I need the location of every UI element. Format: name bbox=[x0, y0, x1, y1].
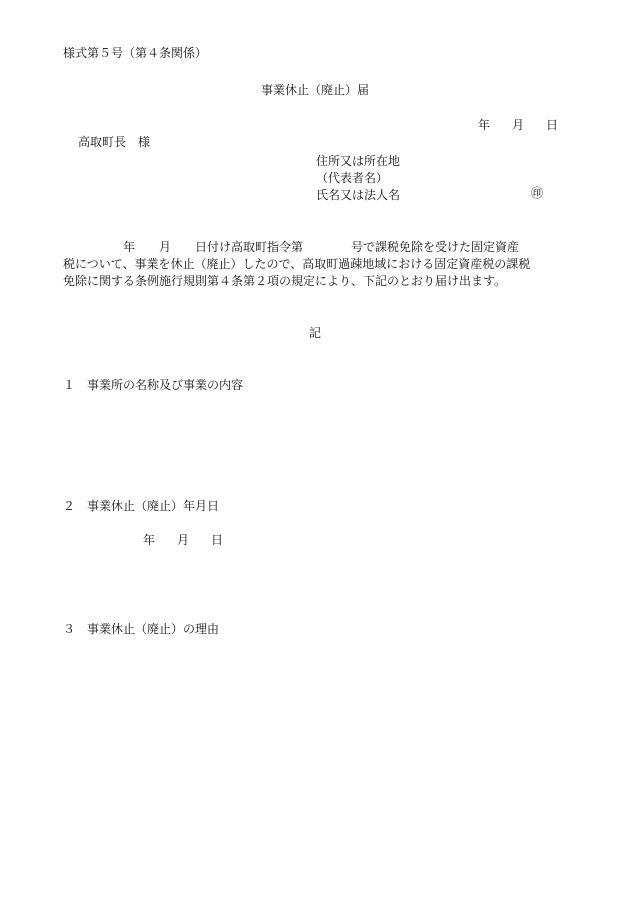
item-3-label: ３ 事業休止（廃止）の理由 bbox=[63, 622, 220, 636]
body-line-2: 税について、事業を休止（廃止）したので、高取町過疎地域における固定資産税の課税 bbox=[63, 257, 531, 271]
item2-month-label: 月 bbox=[177, 533, 190, 547]
item2-day-label: 日 bbox=[211, 533, 224, 547]
seal-mark: ㊞ bbox=[531, 186, 544, 200]
body-line-1: 年 月 日付け高取町指令第 号で課税免除を受けた固定資産 bbox=[63, 240, 520, 254]
representative-label: （代表者名） bbox=[316, 171, 389, 185]
address-label: 住所又は所在地 bbox=[316, 154, 401, 168]
ki-heading: 記 bbox=[308, 326, 321, 340]
item-2-label: ２ 事業休止（廃止）年月日 bbox=[63, 499, 220, 513]
name-label: 氏名又は法人名 bbox=[316, 188, 401, 202]
addressee: 高取町長 様 bbox=[78, 135, 151, 149]
body-paragraph bbox=[63, 239, 583, 290]
submission-date-line bbox=[478, 119, 558, 131]
date-month-label: 月 bbox=[512, 118, 525, 132]
document-title: 事業休止（廃止）届 bbox=[260, 83, 369, 97]
item2-year-label: 年 bbox=[143, 533, 156, 547]
date-day-label: 日 bbox=[546, 118, 559, 132]
applicant-block bbox=[316, 153, 400, 204]
item-2-date-line bbox=[143, 534, 223, 546]
body-line-3: 免除に関する条例施行規則第４条第２項の規定により、下記のとおり届け出ます。 bbox=[63, 274, 507, 288]
form-number: 様式第５号（第４条関係） bbox=[63, 46, 208, 60]
date-year-label: 年 bbox=[478, 118, 491, 132]
item-1-label: １ 事業所の名称及び事業の内容 bbox=[63, 378, 244, 392]
